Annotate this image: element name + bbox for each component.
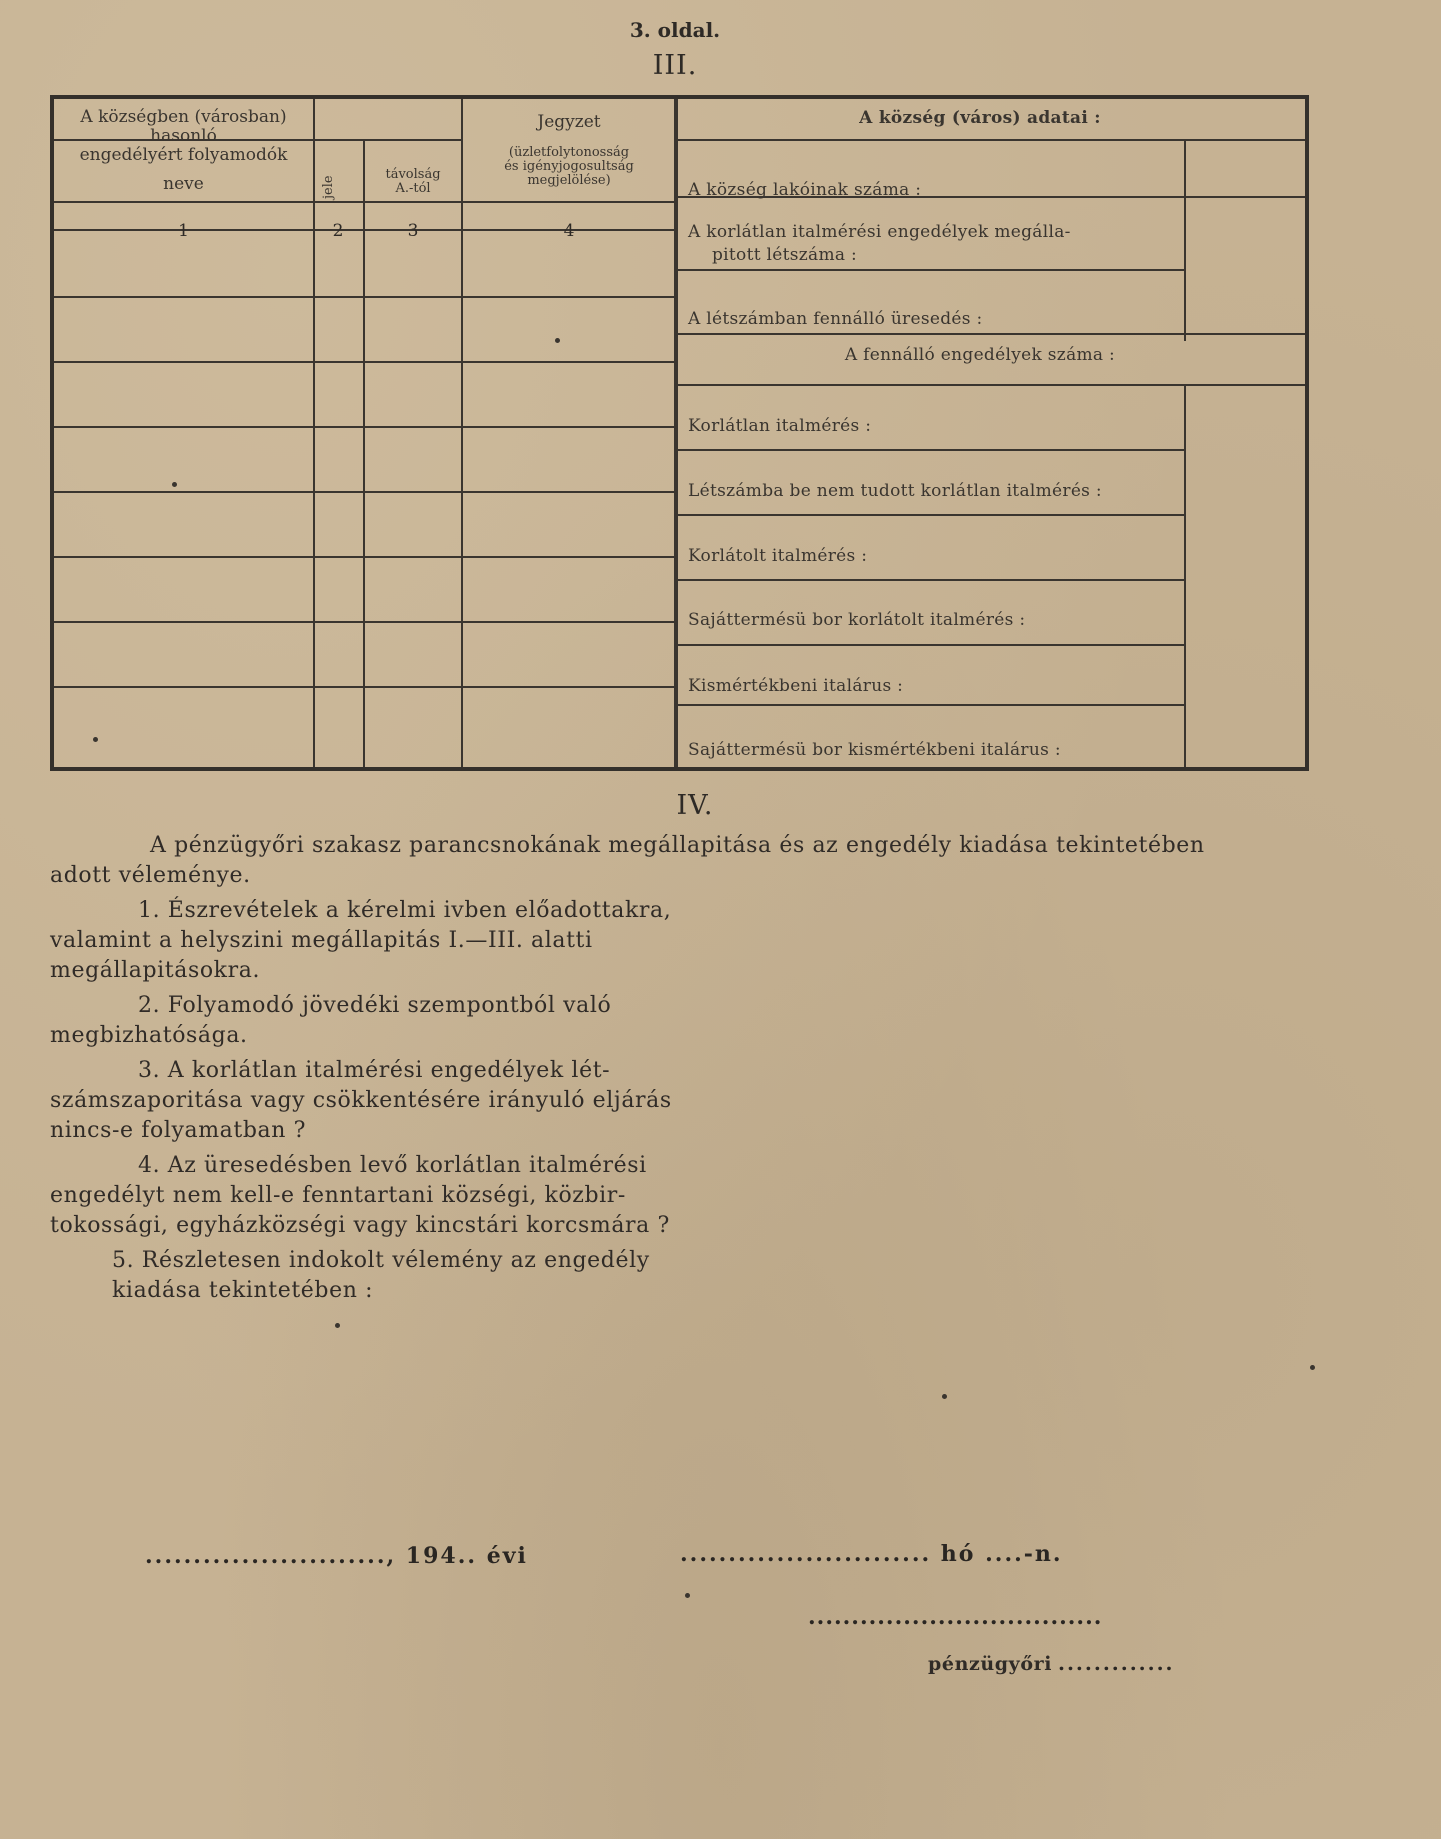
col-divider-right-bottom [1184, 384, 1186, 767]
section-iv-intro: A pénzügyőri szakasz parancsnokának megállapitása és az engedély kiadása tekintetében [150, 833, 1205, 858]
section-iv-intro-cont: adott véleménye. [50, 863, 251, 888]
row-inhabitants: A község lakóinak száma : [688, 180, 922, 200]
col-sign-header: jele [321, 175, 336, 199]
col-number-1: 1 [178, 221, 189, 241]
existing-licenses-subheader: A fennálló engedélyek száma : [844, 345, 1116, 365]
question-4-line3: tokossági, egyházközségi vagy kincstári korcsmára ? [50, 1213, 670, 1238]
applicants-group-header: A községben (városban) hasonló engedélyért folyamodók [79, 107, 288, 165]
signature-line: .................................. [808, 1604, 1103, 1630]
signer-dots: ............. [1058, 1651, 1175, 1675]
municipality-data-header: A község (város) adatai : [859, 108, 1101, 128]
page-number: 3. oldal. [629, 18, 721, 42]
col-number-2: 2 [332, 221, 344, 241]
paper-speck [172, 482, 177, 487]
paper-speck [335, 1323, 340, 1328]
date-month-line: .......................... hó ....-n. [680, 1541, 1063, 1567]
question-2-line2: megbizhatósága. [50, 1023, 248, 1048]
paper-speck [685, 1593, 690, 1598]
question-4-line1: 4. Az üresedésben levő korlátlan italmérési [138, 1153, 647, 1178]
row-unlimited-licenses-line2: pitott létszáma : [712, 245, 858, 265]
paper-speck [1310, 1365, 1315, 1370]
question-1-line1: 1. Észrevételek a kérelmi ivben előadottakra, [138, 898, 672, 923]
date-place-line: ........................., 194.. évi [145, 1543, 528, 1569]
col-number-4: 4 [563, 221, 575, 241]
row-own-wine-limited-sale: Sajáttermésü bor korlátolt italmérés : [688, 610, 1026, 630]
col-distance-header: távolság A.-tól [385, 167, 441, 196]
question-3-line1: 3. A korlátlan italmérési engedélyek lét- [138, 1058, 611, 1083]
question-1-line3: megállapitásokra. [50, 958, 261, 983]
row-own-wine-small-scale-retail: Sajáttermésü bor kismértékbeni italárus : [688, 740, 1061, 760]
col-divider-1 [313, 99, 315, 767]
signer-label: pénzügyőri [928, 1653, 1053, 1675]
paper-speck [555, 338, 560, 343]
col-note-header: Jegyzet [537, 112, 601, 132]
question-5-line2: kiadása tekintetében : [112, 1278, 374, 1303]
col-divider-3 [461, 99, 463, 767]
question-2-line1: 2. Folyamodó jövedéki szempontból való [138, 993, 612, 1018]
question-1-line2: valamint a helyszini megállapitás I.—III. alatti [50, 928, 593, 953]
row-unlimited-sale: Korlátlan italmérés : [688, 416, 872, 436]
col-divider-right-top [1184, 139, 1186, 341]
question-5-line1: 5. Részletesen indokolt vélemény az engedély [112, 1248, 650, 1273]
col-number-3: 3 [407, 221, 419, 241]
row-limited-sale: Korlátolt italmérés : [688, 546, 868, 566]
col-name-header: neve [163, 174, 204, 194]
col-divider-middle [674, 99, 678, 767]
question-3-line3: nincs-e folyamatban ? [50, 1118, 306, 1143]
question-4-line2: engedélyt nem kell-e fenntartani községi, közbir- [50, 1183, 626, 1208]
section-iii-title: III. [652, 50, 698, 81]
data-table [50, 95, 1309, 771]
paper-speck [942, 1394, 947, 1399]
row-unlimited-licenses-line1: A korlátlan italmérési engedélyek megálla- [688, 222, 1071, 242]
row-vacancies: A létszámban fennálló üresedés : [688, 309, 983, 329]
question-3-line2: számszaporitása vagy csökkentésére irányuló eljárás [50, 1088, 672, 1113]
paper-speck [93, 737, 98, 742]
row-unlisted-unlimited-sale: Létszámba be nem tudott korlátlan italmérés : [688, 481, 1102, 501]
row-small-scale-retail: Kismértékbeni italárus : [688, 676, 904, 696]
col-note-subheader: (üzletfolytonosság és igényjogosultság megjelölése) [504, 145, 634, 188]
section-iv-title: IV. [676, 790, 714, 821]
